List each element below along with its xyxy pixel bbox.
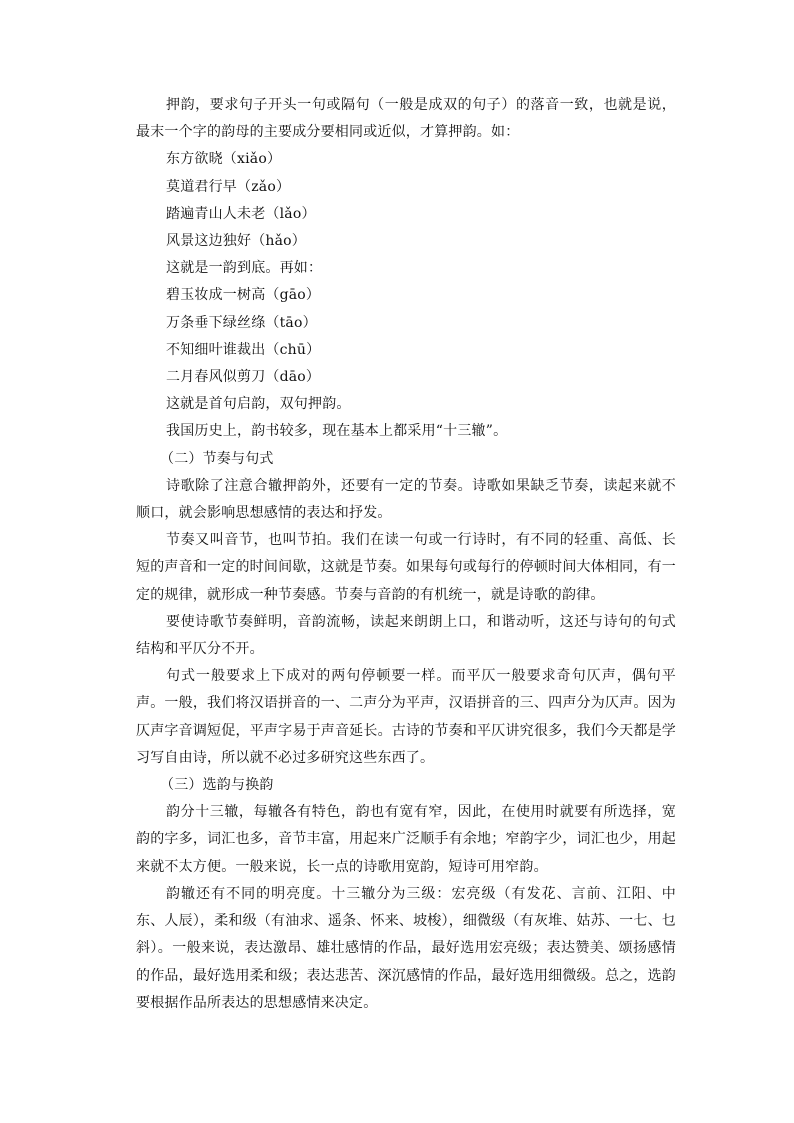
paragraph-sentence-structure: 要使诗歌节奏鲜明，音韵流畅，读起来朗朗上口，和谐动听，这还与诗句的句式结构和平仄分不开。 — [136, 613, 676, 658]
poem-line: 不知细叶谁裁出（chū） — [166, 341, 321, 358]
poem-line: 碧玉妆成一树高（gāo） — [166, 287, 321, 304]
poem-line: 东方欲晓（xiǎo） — [166, 151, 282, 168]
poem-line: 风景这边独好（hǎo） — [166, 233, 306, 250]
paragraph-rhyme-brightness: 韵辙还有不同的明亮度。十三辙分为三级：宏亮级（有发花、言前、江阳、中东、人辰），柔和级（有油求、遥条、怀来、坡梭），细微级（有灰堆、姑苏、一七、乜斜）。一般来说，表达激昂、雄壮感情的作品，最好选用宏亮级；表达赞美、颂扬感情的作品，最好选用柔和级；表达悲苦、深沉感情的作品，最好选用细微级。总之，选韵要根据作品所表达的思想感情来决定。 — [136, 885, 676, 1011]
poem-line: 二月春风似剪刀（dāo） — [166, 369, 321, 386]
paragraph-rhythm-definition: 节奏又叫音节，也叫节拍。我们在读一句或一行诗时，有不同的轻重、高低、长短的声音和一定的时间间歇，这就是节奏。如果每句或每行的停顿时间大体相同，有一定的规律，就形成一种节奏感。节奏与音韵的有机统一，就是诗歌的韵律。 — [136, 532, 676, 603]
poem-line: 万条垂下绿丝绦（tāo） — [166, 314, 317, 331]
paragraph-rhythm-intro: 诗歌除了注意合辙押韵外，还要有一定的节奏。诗歌如果缺乏节奏，读起来就不顺口，就会影响思想感情的表达和抒发。 — [136, 477, 676, 522]
document-body — [136, 92, 676, 1017]
note-first-line-rhyme: 这就是首句启韵，双句押韵。 — [166, 396, 351, 413]
note-rhyme-books: 我国历史上，韵书较多，现在基本上都采用“十三辙”。 — [166, 423, 508, 440]
poem-line: 莫道君行早（zǎo） — [166, 178, 291, 195]
section-heading-rhythm: （二）节奏与句式 — [160, 450, 274, 467]
paragraph-tones: 句式一般要求上下成对的两句停顿要一样。而平仄一般要求奇句仄声，偶句平声。一般，我们将汉语拼音的一、二声分为平声，汉语拼音的三、四声分为仄声。因为仄声字音调短促，平声字易于声音延长。古诗的节奏和平仄讲究很多，我们今天都是学习写自由诗，所以就不必过多研究这些东西了。 — [136, 668, 676, 766]
note-one-rhyme: 这就是一韵到底。再如： — [166, 260, 323, 277]
poem-line: 踏遍青山人未老（lǎo） — [166, 205, 316, 222]
paragraph-rhyme-width: 韵分十三辙，每辙各有特色，韵也有宽有窄，因此，在使用时就要有所选择，宽韵的字多，词汇也多，音节丰富，用起来广泛顺手有余地；窄韵字少，词汇也少，用起来就不太方便。一般来说，长一点的诗歌用宽韵，短诗可用窄韵。 — [136, 804, 676, 875]
paragraph-rhyme-definition: 押韵，要求句子开头一句或隔句（一般是成双的句子）的落音一致，也就是说，最末一个字的韵母的主要成分要相同或近似，才算押韵。如： — [136, 97, 676, 141]
section-heading-rhyme-choice: （三）选韵与换韵 — [160, 777, 274, 794]
